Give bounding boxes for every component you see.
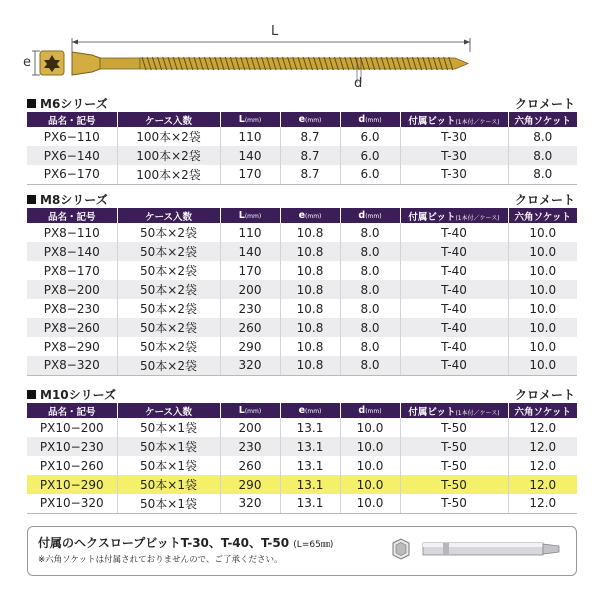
cell-length: 170 [220,165,280,184]
cell-diameter: 10.0 [340,456,400,475]
cell-qty: 50本×2袋 [117,223,220,242]
col-name-header: 品名・記号 [27,208,117,223]
square-bullet-icon [27,390,36,399]
series-title: M8シリーズ [27,191,108,208]
cell-bit: T-40 [400,318,508,337]
cell-qty: 50本×1袋 [117,475,220,494]
cell-qty: 50本×2袋 [117,337,220,356]
accessory-note: ※六角ソケットは付属されておりませんので、ご了承ください。 [38,555,283,565]
cell-name: PX8−230 [27,299,117,318]
col-bit-header: 付属ビット(1本付／ケース) [400,403,508,418]
cell-length: 140 [220,242,280,261]
cell-qty: 50本×1袋 [117,418,220,437]
cell-length: 110 [220,127,280,146]
accessory-title: 付属のヘクスロープビットT-30、T-40、T-50 (L=65㎜) [38,536,334,550]
cell-head: 8.7 [280,165,340,184]
cell-bit: T-40 [400,337,508,356]
spec-table [27,403,577,514]
cell-diameter: 8.0 [340,261,400,280]
cell-head: 13.1 [280,437,340,456]
series-title: M10シリーズ [27,386,116,403]
cell-length: 200 [220,418,280,437]
length-label: L [271,24,279,39]
col-e-header: e(mm) [280,403,340,418]
series-title: M6シリーズ [27,95,108,112]
cell-bit: T-50 [400,475,508,494]
cell-bit: T-50 [400,494,508,513]
col-e-header: e(mm) [280,112,340,127]
table-row [27,456,577,475]
cell-diameter: 10.0 [340,418,400,437]
cell-length: 260 [220,318,280,337]
col-e-header: e(mm) [280,208,340,223]
cell-length: 320 [220,356,280,375]
cell-qty: 50本×2袋 [117,356,220,375]
cell-length: 170 [220,261,280,280]
cell-bit: T-50 [400,456,508,475]
cell-bit: T-30 [400,165,508,184]
cell-name: PX8−110 [27,223,117,242]
col-l-header: L(mm) [220,208,280,223]
col-socket-header: 六角ソケット [508,403,577,418]
cell-socket: 10.0 [508,280,577,299]
square-bullet-icon [27,195,36,204]
cell-qty: 50本×2袋 [117,280,220,299]
series-m6 [27,96,577,185]
cell-name: PX8−290 [27,337,117,356]
cell-head: 10.8 [280,337,340,356]
table-row [27,337,577,356]
cell-socket: 10.0 [508,261,577,280]
cell-socket: 10.0 [508,242,577,261]
cell-length: 320 [220,494,280,513]
col-name-header: 品名・記号 [27,112,117,127]
cell-bit: T-40 [400,280,508,299]
cell-diameter: 8.0 [340,356,400,375]
table-row [27,356,577,375]
cell-bit: T-30 [400,127,508,146]
cell-qty: 50本×2袋 [117,318,220,337]
cell-diameter: 10.0 [340,494,400,513]
cell-bit: T-50 [400,418,508,437]
cell-name: PX8−170 [27,261,117,280]
cell-name: PX6−140 [27,146,117,165]
cell-name: PX10−320 [27,494,117,513]
screw-diagram [0,0,600,95]
series-m10 [27,387,577,514]
cell-socket: 12.0 [508,418,577,437]
finish-label: クロメート [514,193,575,207]
cell-bit: T-40 [400,356,508,375]
head-label: e [23,55,31,70]
cell-head: 13.1 [280,456,340,475]
table-row [27,475,577,494]
cell-qty: 50本×1袋 [117,456,220,475]
cell-bit: T-40 [400,299,508,318]
cell-length: 260 [220,456,280,475]
cell-socket: 10.0 [508,299,577,318]
cell-name: PX10−260 [27,456,117,475]
cell-name: PX8−200 [27,280,117,299]
cell-qty: 50本×2袋 [117,261,220,280]
col-qty-header: ケース入数 [117,208,220,223]
table-row [27,280,577,299]
accessory-bit-box [27,526,577,576]
cell-name: PX6−110 [27,127,117,146]
cell-socket: 12.0 [508,456,577,475]
col-socket-header: 六角ソケット [508,112,577,127]
series-header [27,192,577,208]
series-m8 [27,192,577,376]
col-l-header: L(mm) [220,403,280,418]
cell-qty: 100本×2袋 [117,146,220,165]
table-row [27,223,577,242]
cell-name: PX10−200 [27,418,117,437]
cell-head: 10.8 [280,318,340,337]
cell-diameter: 8.0 [340,318,400,337]
cell-length: 110 [220,223,280,242]
table-row [27,418,577,437]
cell-socket: 8.0 [508,127,577,146]
cell-diameter: 8.0 [340,242,400,261]
cell-name: PX8−260 [27,318,117,337]
cell-socket: 12.0 [508,475,577,494]
col-bit-header: 付属ビット(1本付／ケース) [400,208,508,223]
table-row [27,242,577,261]
table-row [27,261,577,280]
cell-diameter: 8.0 [340,223,400,242]
spec-table [27,112,577,185]
cell-socket: 10.0 [508,337,577,356]
cell-length: 290 [220,475,280,494]
cell-bit: T-40 [400,223,508,242]
cell-head: 10.8 [280,280,340,299]
cell-socket: 12.0 [508,494,577,513]
finish-label: クロメート [514,97,575,111]
cell-diameter: 8.0 [340,337,400,356]
cell-bit: T-40 [400,261,508,280]
table-row [27,494,577,513]
cell-length: 140 [220,146,280,165]
col-d-header: d(mm) [340,112,400,127]
header-row [27,208,577,223]
table-row [27,127,577,146]
cell-qty: 50本×1袋 [117,494,220,513]
table-row [27,299,577,318]
header-row [27,403,577,418]
table-row [27,146,577,165]
screw-illustration [0,0,600,95]
cell-diameter: 6.0 [340,165,400,184]
cell-qty: 100本×2袋 [117,127,220,146]
cell-socket: 12.0 [508,437,577,456]
cell-name: PX10−230 [27,437,117,456]
cell-bit: T-50 [400,437,508,456]
cell-head: 8.7 [280,146,340,165]
header-row [27,112,577,127]
cell-head: 10.8 [280,242,340,261]
finish-label: クロメート [514,388,575,402]
hexlobe-bit-icon [383,533,568,571]
cell-head: 8.7 [280,127,340,146]
cell-diameter: 8.0 [340,280,400,299]
cell-head: 10.8 [280,356,340,375]
cell-socket: 10.0 [508,318,577,337]
series-header [27,96,577,112]
cell-length: 200 [220,280,280,299]
cell-head: 13.1 [280,418,340,437]
cell-length: 290 [220,337,280,356]
cell-qty: 100本×2袋 [117,165,220,184]
torx-head-icon [40,51,64,75]
table-row [27,437,577,456]
col-l-header: L(mm) [220,112,280,127]
thread-label: d [354,76,363,91]
cell-head: 10.8 [280,261,340,280]
cell-head: 13.1 [280,494,340,513]
cell-diameter: 6.0 [340,127,400,146]
cell-name: PX8−140 [27,242,117,261]
cell-qty: 50本×2袋 [117,242,220,261]
col-name-header: 品名・記号 [27,403,117,418]
cell-qty: 50本×1袋 [117,437,220,456]
table-row [27,165,577,184]
cell-diameter: 10.0 [340,475,400,494]
series-header [27,387,577,403]
cell-head: 13.1 [280,475,340,494]
col-qty-header: ケース入数 [117,112,220,127]
col-socket-header: 六角ソケット [508,208,577,223]
square-bullet-icon [27,99,36,108]
spec-table [27,208,577,376]
col-bit-header: 付属ビット(1本付／ケース) [400,112,508,127]
table-row [27,318,577,337]
cell-name: PX8−320 [27,356,117,375]
cell-diameter: 8.0 [340,299,400,318]
cell-head: 10.8 [280,299,340,318]
col-d-header: d(mm) [340,208,400,223]
cell-socket: 10.0 [508,223,577,242]
cell-bit: T-40 [400,242,508,261]
cell-qty: 50本×2袋 [117,299,220,318]
cell-length: 230 [220,437,280,456]
cell-socket: 8.0 [508,165,577,184]
cell-diameter: 6.0 [340,146,400,165]
col-d-header: d(mm) [340,403,400,418]
col-qty-header: ケース入数 [117,403,220,418]
cell-socket: 8.0 [508,146,577,165]
cell-name: PX10−290 [27,475,117,494]
cell-diameter: 10.0 [340,437,400,456]
cell-bit: T-30 [400,146,508,165]
cell-head: 10.8 [280,223,340,242]
cell-length: 230 [220,299,280,318]
cell-name: PX6−170 [27,165,117,184]
cell-socket: 10.0 [508,356,577,375]
